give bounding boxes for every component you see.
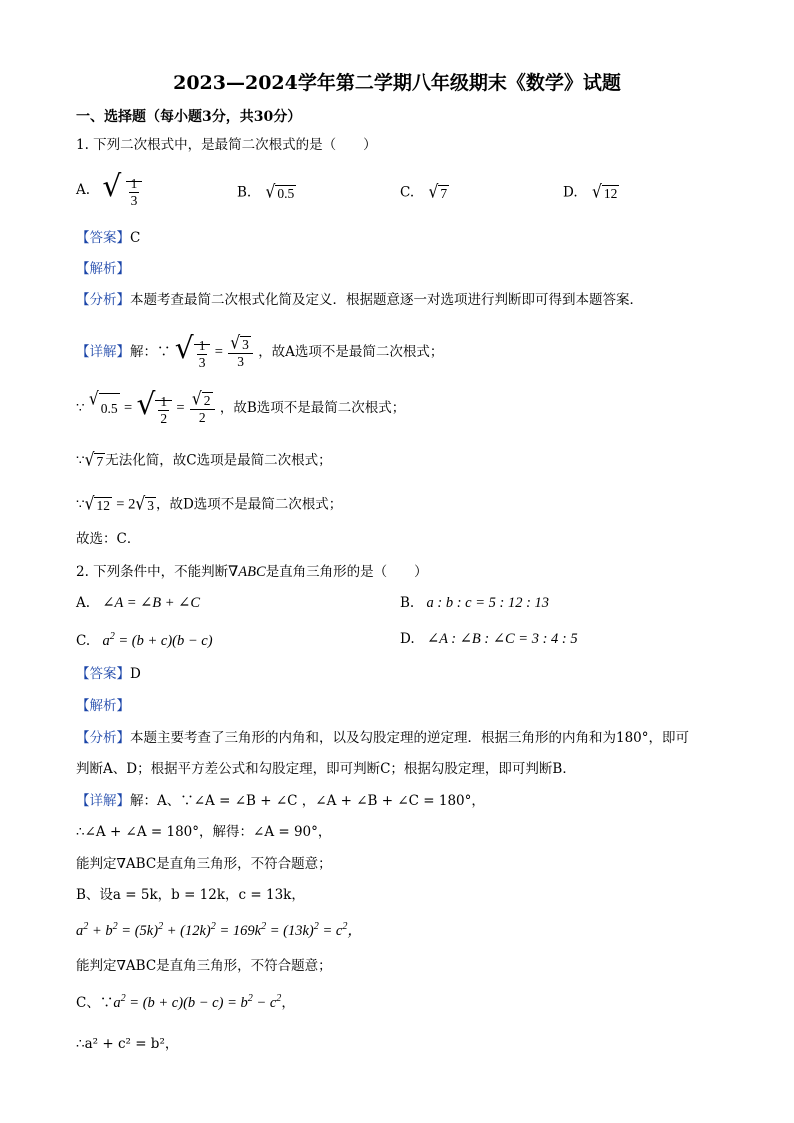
q2-option-d-expr: ∠A : ∠B : ∠C = 3 : 4 : 5: [426, 631, 578, 647]
analysis-text-1: 本题主要考查了三角形的内角和，以及勾股定理的逆定理．根据三角形的内角和为180°，即可: [130, 730, 690, 746]
q2-analysis-line-1: [76, 732, 689, 746]
q2-option-d-label: D.: [400, 631, 415, 647]
q2-triangle: ∇ABC: [228, 564, 266, 580]
section-heading: 一、选择题（每小题3分，共30分）: [76, 109, 302, 125]
answer-tag: 【答案】: [76, 666, 130, 682]
q1-detail-line-3: ∵ √ 7 无法化简，故C选项是最简二次根式；: [76, 449, 332, 471]
answer-value: C: [130, 230, 141, 246]
q1-option-c-label: C.: [400, 184, 415, 201]
q1-conclusion: 故选：C．: [76, 531, 141, 547]
q1-detail-line-2: ∵ √ 0.5 = √ $\frac{1}{2}$ = √ 2 2 ，故B选项不是最简二次根式；: [76, 387, 406, 427]
q1-option-a-label: A.: [76, 181, 91, 198]
q1-detail-line-1: 【详解】解：∵ √ $\frac{1}{3}$ = √ 3 3 ，故A选项不是最简二次根式；: [76, 331, 444, 371]
q1-detail-line-4: ∵ √ 12 = 2 √ 3 ，故D选项不是最简二次根式；: [76, 493, 343, 515]
q2-stem-end: 是直角三角形的是（ ）: [265, 564, 428, 580]
q1-option-a-expr: √ $\frac{1}{3}$: [102, 172, 142, 209]
q1-option-d: D. √ 12: [563, 181, 618, 203]
q2-option-a-expr: ∠A = ∠B + ∠C: [102, 595, 200, 611]
q2-option-c: C. $a^2 = (b + c)(b - c)$: [76, 631, 213, 649]
q2-detail-line-5: $a^2 + b^2 = (5k)^2 + (12k)^2 = 169k^2 = (13k)^2 = c^2$，: [76, 921, 362, 939]
q2-stem-text: 2. 下列条件中，不能判断: [76, 564, 229, 580]
answer-value: D: [130, 666, 141, 682]
analysis-text: 本题考查最简二次根式化简及定义．根据题意逐一对选项进行判断即可得到本题答案．: [130, 292, 643, 308]
q1-option-c: C. √ 7: [400, 181, 448, 203]
q1-option-d-value: 12: [603, 186, 618, 201]
q2-option-c-label: C.: [76, 632, 91, 649]
question-2-stem: [76, 565, 428, 580]
page-title: 2023—2024学年第二学期八年级期末《数学》试题: [173, 72, 621, 94]
q2-option-a-label: A.: [76, 595, 91, 611]
fraction-one-third: $\frac{1}{3}$: [130, 176, 138, 209]
q2-detail-line-4: B、设a = 5k，b = 12k，c = 13k，: [76, 887, 305, 903]
q2-detail-line-1: [76, 795, 485, 809]
q2-answer: [76, 668, 141, 682]
detail-line-3-text: 无法化简，故C选项是最简二次根式；: [105, 452, 332, 469]
detail-tag: 【详解】: [76, 343, 130, 360]
q2-detail-line-8: ∴a² + c² = b²，: [76, 1036, 179, 1052]
answer-tag: 【答案】: [76, 230, 130, 246]
q2-option-b-label: B.: [400, 595, 415, 611]
q1-option-b-value: 0.5: [277, 186, 295, 201]
q2-option-d: [400, 632, 578, 647]
detail-line-1-text: 解：A、∵∠A = ∠B + ∠C ，∠A + ∠B + ∠C = 180°，: [130, 793, 485, 809]
q1-option-b-label: B.: [237, 184, 252, 201]
q1-option-c-value: 7: [440, 186, 448, 201]
q1-option-a: [76, 169, 142, 209]
detail-line-7-prefix: C、∵: [76, 994, 114, 1011]
q2-jiexi-tag: 【解析】: [76, 698, 130, 714]
detail-prefix: 解：∵: [130, 343, 171, 360]
q2-analysis-line-2: 判断A、D；根据平方差公式和勾股定理，即可判断C；根据勾股定理，即可判断B．: [76, 761, 576, 777]
q2-option-b-expr: a : b : c = 5 : 12 : 13: [426, 595, 550, 611]
q1-analysis: [76, 294, 643, 308]
q2-detail-line-6: 能判定∇ABC是直角三角形，不符合题意；: [76, 958, 332, 974]
q2-detail-line-2: ∴∠A + ∠A = 180°，解得：∠A = 90°，: [76, 824, 332, 840]
q2-detail-line-3: 能判定∇ABC是直角三角形，不符合题意；: [76, 856, 332, 872]
q1-jiexi-tag: 【解析】: [76, 261, 130, 277]
detail-line-2-text: ，故B选项不是最简二次根式；: [219, 399, 406, 416]
q2-option-b: [400, 596, 549, 611]
q2-detail-line-7: C、$\because a^2 = (b + c)(b - c) = b^2 - c^2$，: [76, 993, 295, 1011]
q2-option-a: [76, 596, 200, 611]
q1-option-b: B. √ 0.5: [237, 181, 295, 203]
q1-answer: [76, 232, 140, 246]
question-1-stem: 1. 下列二次根式中，是最简二次根式的是（ ）: [76, 137, 377, 153]
analysis-tag: 【分析】: [76, 292, 130, 308]
analysis-tag: 【分析】: [76, 730, 130, 746]
detail-line-4-text: ，故D选项不是最简二次根式；: [155, 496, 343, 513]
detail-tag: 【详解】: [76, 793, 130, 809]
detail-line-1-text: ，故A选项不是最简二次根式；: [258, 343, 444, 360]
q1-option-d-label: D.: [563, 184, 578, 201]
